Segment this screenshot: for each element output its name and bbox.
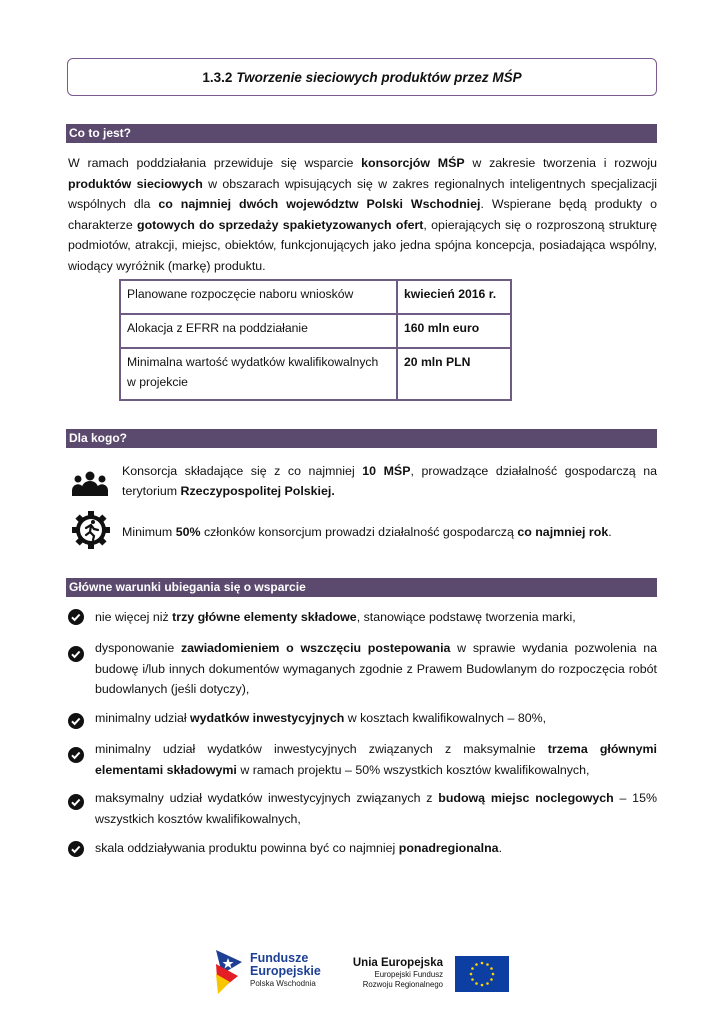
condition-item: maksymalny udział wydatków inwestycyjnych związanych z budową miejsc noclegowych – 15% wszystkich kosztów kwalifikowalnych, xyxy=(68,788,657,829)
table-row xyxy=(120,348,511,400)
section-header-conditions: Główne warunki ubiegania się o wsparcie xyxy=(66,578,657,597)
condition-item: nie więcej niż trzy główne elementy składowe, stanowiące podstawę tworzenia marki, xyxy=(68,607,657,628)
check-circle-icon xyxy=(68,713,84,729)
fe-flag-logo-icon xyxy=(214,948,246,996)
table-label: Alokacja z EFRR na poddziałanie xyxy=(120,314,397,348)
table-label: Minimalna wartość wydatków kwalifikowalnych w projekcie xyxy=(120,348,397,400)
table-label: Planowane rozpoczęcie naboru wniosków xyxy=(120,280,397,314)
condition-item: minimalny udział wydatków inwestycyjnych związanych z maksymalnie trzema głównymi elementami składowymi w ramach projektu – 50% wszystkich kosztów kwalifikowalnych, xyxy=(68,739,657,780)
page-title xyxy=(67,58,657,96)
condition-item: dysponowanie zawiadomieniem o wszczęciu postepowania w sprawie wydania pozwolenia na budowę i/lub innych dokumentów wymaganych zgodnie z Prawem Budowlanym do rozpoczęcia robót budowlanych (jeśli dotyczy), xyxy=(68,638,657,700)
condition-item: skala oddziaływania produktu powinna być co najmniej ponadregionalna. xyxy=(68,838,657,859)
title-text: Tworzenie sieciowych produktów przez MŚP xyxy=(236,69,522,85)
check-circle-icon xyxy=(68,747,84,763)
table-value: 160 mln euro xyxy=(397,314,511,348)
intro-paragraph: W ramach poddziałania przewiduje się wsparcie konsorcjów MŚP w zakresie tworzenia i rozwoju produktów sieciowych w obszarach wpisujących się w zakres regionalnych inteligentnych specjalizacji wspólnych dla co najmniej dwóch województw Polski Wschodniej. Wspierane będą produkty o charakterze gotowych do sprzedaży spakietyzowanych ofert, opierających się o rozproszoną strukturę podmiotów, atrakcji, miejsc, obiektów, funkcjonujących jako jedna spójna koncepcja, posiadająca wspólny, wiodący wyróżnik (markę) produktu. xyxy=(68,156,657,273)
group-people-icon xyxy=(70,470,110,498)
table-value: 20 mln PLN xyxy=(397,348,511,400)
table-value: kwiecień 2016 r. xyxy=(397,280,511,314)
title-number: 1.3.2 xyxy=(202,69,233,85)
check-circle-icon xyxy=(68,646,84,662)
eu-flag-icon xyxy=(455,956,509,992)
section-header-what: Co to jest? xyxy=(66,124,657,143)
condition-item: minimalny udział wydatków inwestycyjnych w kosztach kwalifikowalnych – 80%, xyxy=(68,708,657,729)
gear-runner-icon xyxy=(71,510,111,550)
eu-logo-text: Unia Europejska Europejski Fundusz Rozwoju Regionalnego xyxy=(352,957,443,989)
who-item-experience: Minimum 50% członków konsorcjum prowadzi działalność gospodarczą co najmniej rok. xyxy=(122,525,612,539)
table-row xyxy=(120,314,511,348)
check-circle-icon xyxy=(68,841,84,857)
check-circle-icon xyxy=(68,609,84,625)
table-row xyxy=(120,280,511,314)
info-table xyxy=(119,279,512,401)
footer-logos xyxy=(0,948,725,998)
section-header-who: Dla kogo? xyxy=(66,429,657,448)
check-circle-icon xyxy=(68,794,84,810)
fe-logo-text: Fundusze Europejskie Polska Wschodnia xyxy=(250,951,321,988)
who-item-consortium: Konsorcja składające się z co najmniej 10 MŚP, prowadzące działalność gospodarczą na terytorium Rzeczypospolitej Polskiej. xyxy=(122,464,657,498)
